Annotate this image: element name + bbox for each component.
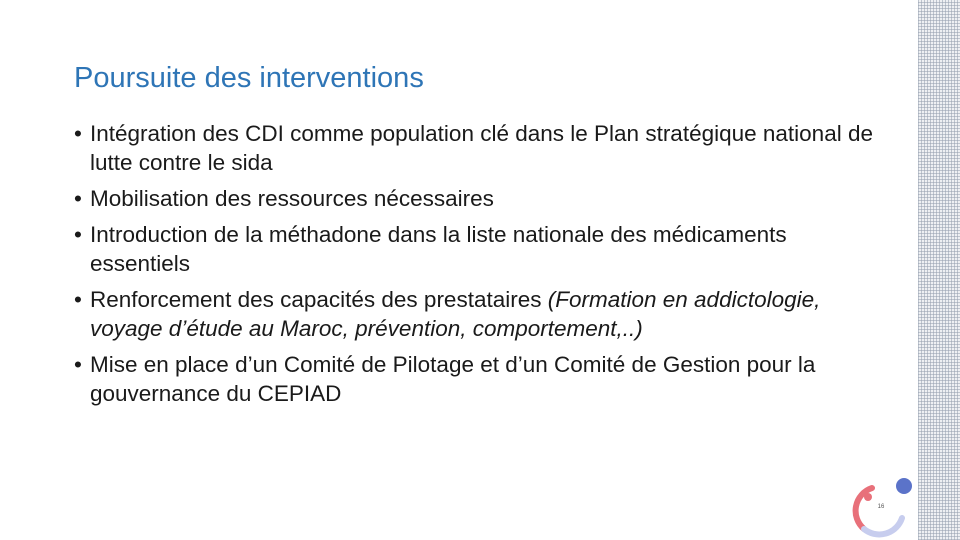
- page-number: 16: [877, 504, 885, 510]
- bullet-item: [74, 350, 874, 408]
- bullet-marker: •: [74, 222, 82, 247]
- bullet-marker: •: [74, 352, 82, 377]
- bullet-item: [74, 184, 874, 213]
- logo-blue-dot: [896, 478, 912, 494]
- bullet-text: Mobilisation des ressources nécessaires: [90, 186, 494, 211]
- bullet-item: [74, 220, 874, 278]
- bullet-text: Renforcement des capacités des prestataires: [90, 287, 548, 312]
- bullet-italic-text: (Formation en addictologie, voyage d’étude au Maroc, prévention, comportement,..): [90, 287, 821, 341]
- bullet-text: Introduction de la méthadone dans la liste nationale des médicaments essentiels: [90, 222, 787, 276]
- bullet-marker: •: [74, 186, 82, 211]
- bullet-text: Mise en place d’un Comité de Pilotage et d’un Comité de Gestion pour la gouvernance du CEPIAD: [90, 352, 816, 406]
- bullet-item: [74, 119, 874, 177]
- bullet-marker: •: [74, 287, 82, 312]
- bullet-list: [74, 119, 874, 415]
- logo-red-dot: [864, 493, 872, 501]
- bullet-item: [74, 285, 874, 343]
- decorative-side-pattern: [918, 0, 960, 540]
- slide-title: Poursuite des interventions: [74, 62, 424, 94]
- bullet-text: Intégration des CDI comme population clé dans le Plan stratégique national de lutte contre le sida: [90, 121, 873, 175]
- bullet-marker: •: [74, 121, 82, 146]
